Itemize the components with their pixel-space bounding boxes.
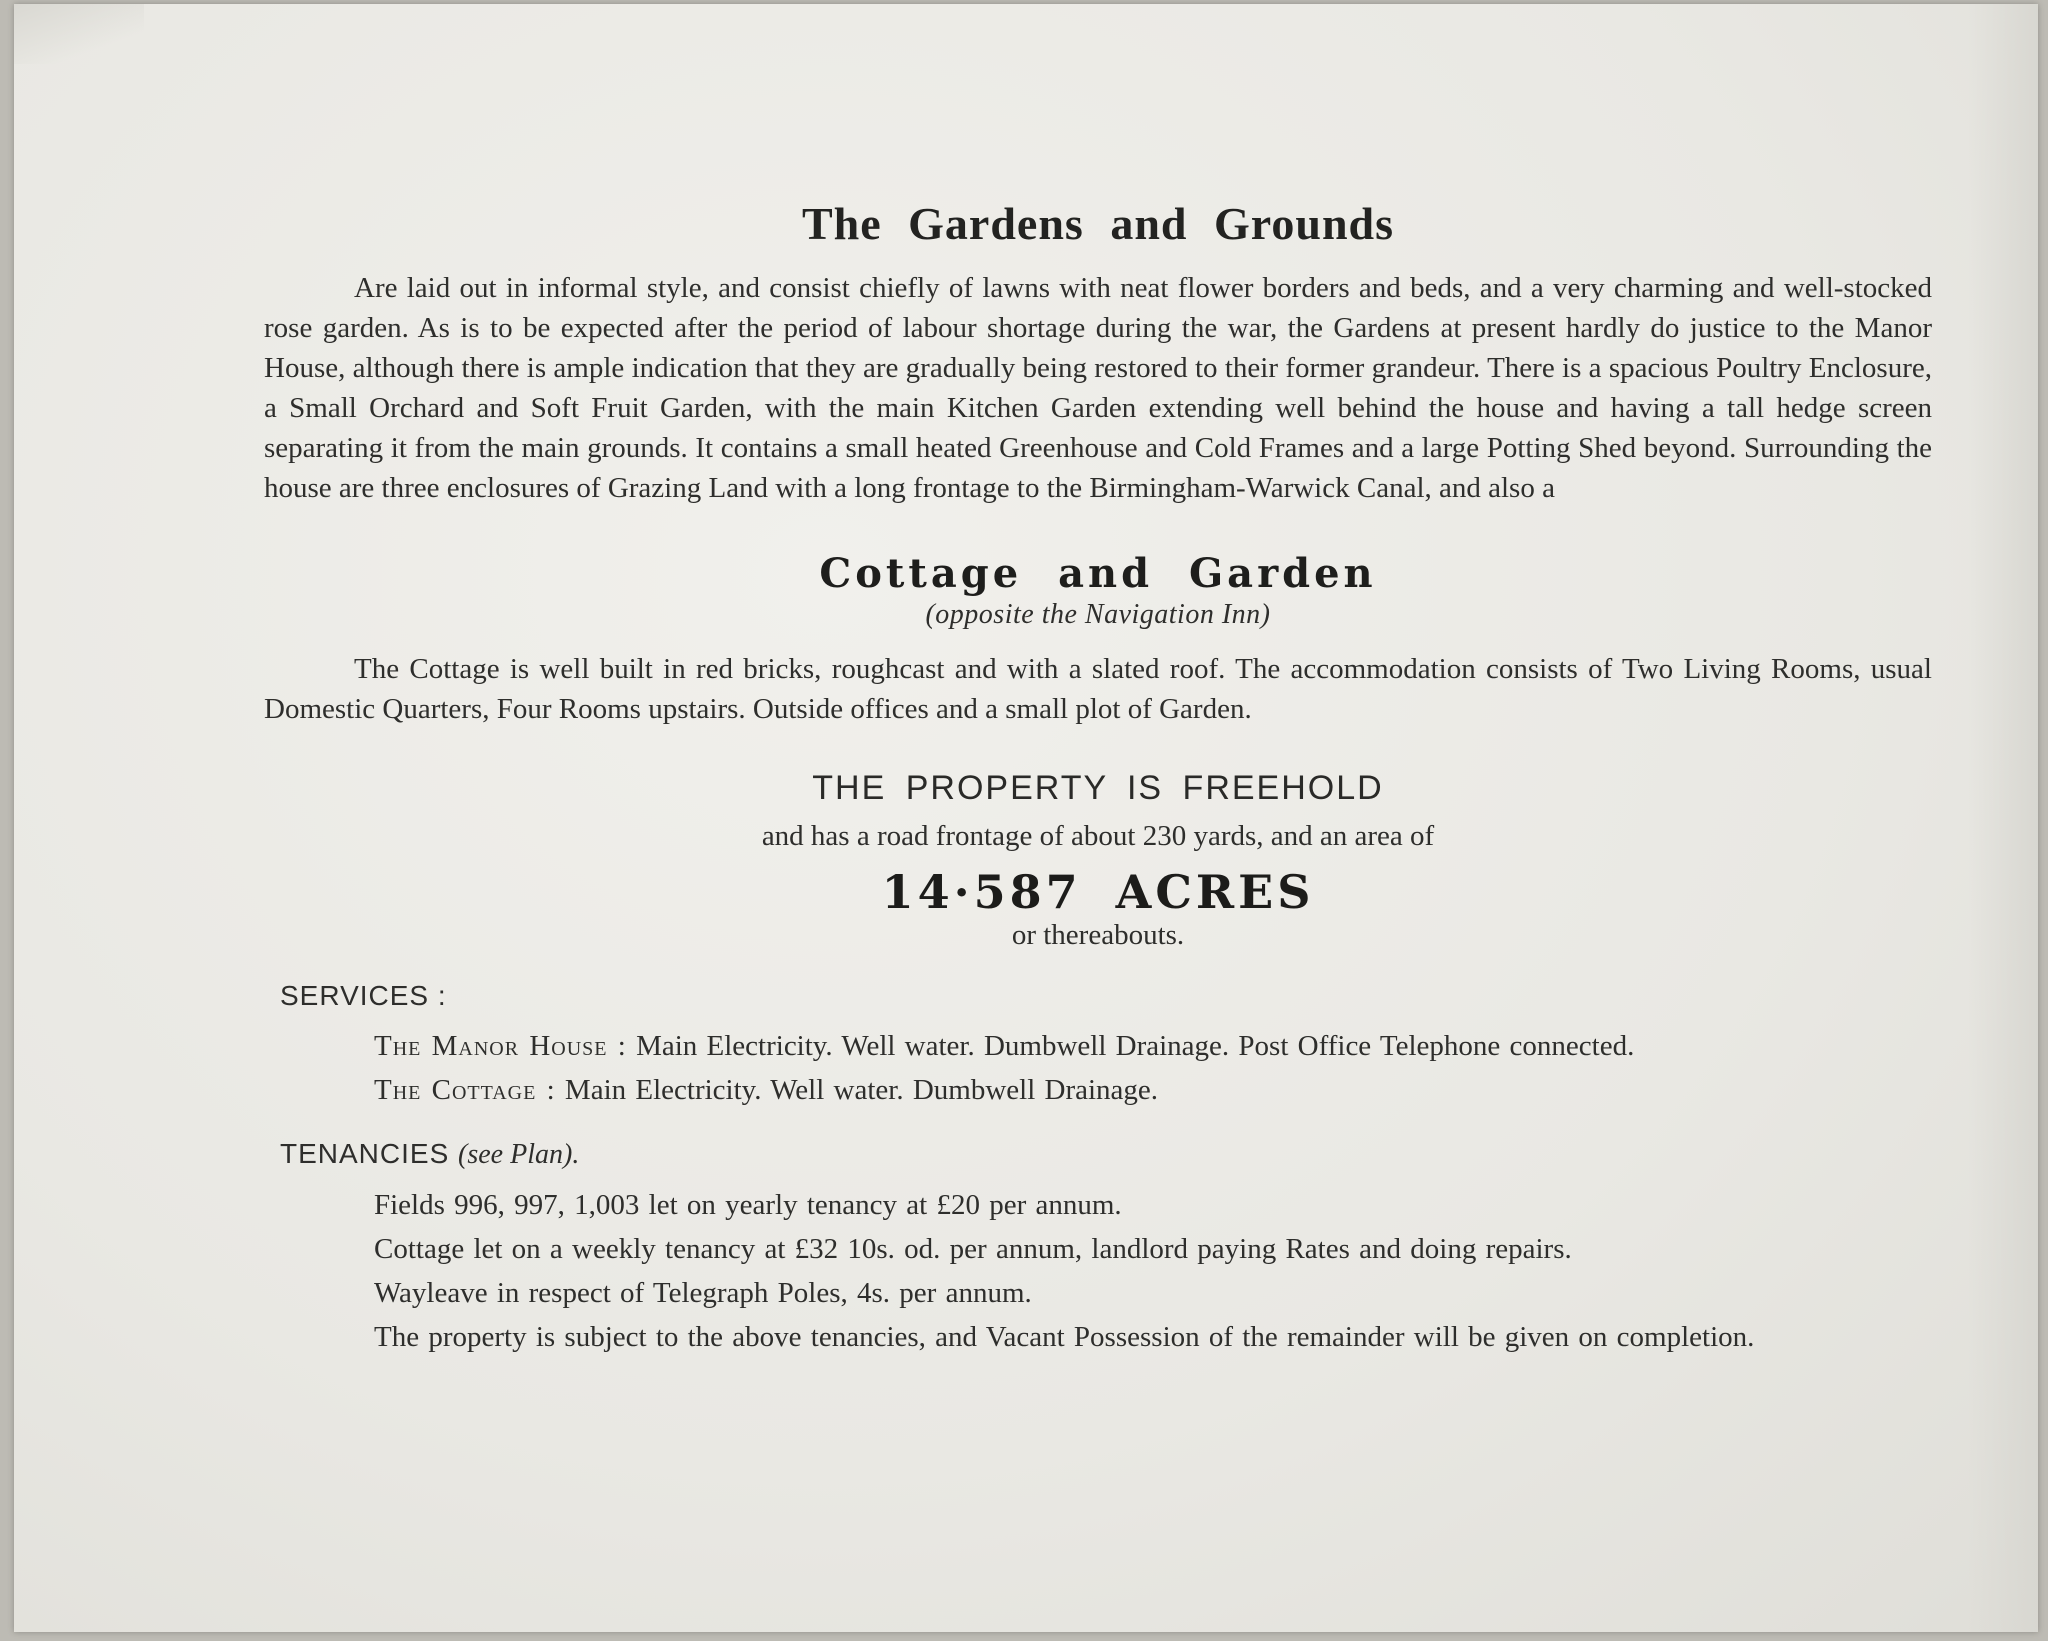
cottage-heading: Cottage and Garden xyxy=(819,550,1377,597)
gardens-paragraph: Are laid out in informal style, and consist chiefly of lawns with neat flower borders and beds, and a very charming and well-stocked rose garden. As is to be expected after the period of labour shortage during the war, the Gardens at present hardly do justice to the Manor House, although there is ample indication that they are gradually being restored to their former grandeur. There is a spacious Poultry Enclosure, a Small Orchard and Soft Fruit Garden, with the main Kitchen Garden extending well behind the house and having a tall hedge screen separating it from the main grounds. It contains a small heated Greenhouse and Cold Frames and a large Potting Shed beyond. Surrounding the house are three enclosures of Grazing Land with a long frontage to the Birmingham-Warwick Canal, and also a xyxy=(264,272,1932,504)
tenancies-heading: TENANCIES xyxy=(280,1138,450,1169)
tenancy-item: Fields 996, 997, 1,003 let on yearly tenancy at £20 per annum. xyxy=(374,1189,1122,1221)
page-content xyxy=(264,179,1932,1361)
thereabouts-line: or thereabouts. xyxy=(1011,919,1185,951)
services-heading: SERVICES : xyxy=(280,980,447,1011)
document-page xyxy=(14,4,2038,1632)
acreage: 14·587 ACRES xyxy=(881,865,1315,919)
services-cottage xyxy=(374,1070,1932,1110)
frontage-line: and has a road frontage of about 230 yards, and an area of xyxy=(761,820,1435,852)
manor-house-services: Main Electricity. Well water. Dumbwell Drainage. Post Office Telephone connected. xyxy=(636,1030,1635,1062)
cottage-label: The Cottage : xyxy=(374,1074,556,1106)
cottage-services: Main Electricity. Well water. Dumbwell Drainage. xyxy=(564,1074,1159,1106)
services-manor-house xyxy=(374,1026,1932,1066)
manor-house-label: The Manor House : xyxy=(374,1030,627,1062)
cottage-location-note: (opposite the Navigation Inn) xyxy=(925,599,1271,630)
freehold-heading: THE PROPERTY IS FREEHOLD xyxy=(812,769,1384,807)
tenancy-item: Wayleave in respect of Telegraph Poles, 4s. per annum. xyxy=(374,1277,1032,1309)
tenancies-heading-line xyxy=(280,1138,1932,1171)
tenancy-item: Cottage let on a weekly tenancy at £32 10s. od. per annum, landlord paying Rates and doing repairs. xyxy=(374,1233,1572,1265)
cottage-paragraph: The Cottage is well built in red bricks, roughcast and with a slated roof. The accommodation consists of Two Living Rooms, usual Domestic Quarters, Four Rooms upstairs. Outside offices and a small plot of Garden. xyxy=(264,653,1932,725)
see-plan-note: (see Plan). xyxy=(458,1139,580,1170)
page-title: The Gardens and Grounds xyxy=(801,198,1395,249)
tenancy-item: The property is subject to the above tenancies, and Vacant Possession of the remainder will be given on completion. xyxy=(374,1321,1755,1353)
